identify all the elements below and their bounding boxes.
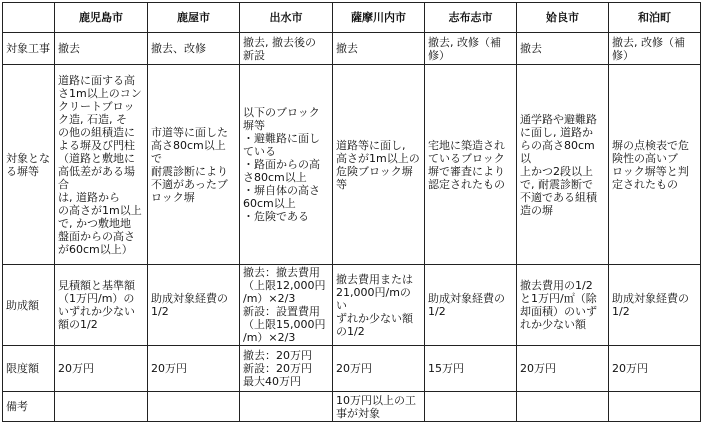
table-cell: 撤去費用または 21,000円/mのい ずれか少ない額 の1/2 — [333, 265, 425, 346]
table-cell — [517, 392, 609, 422]
column-header: 鹿児島市 — [55, 3, 148, 33]
table-cell: 撤去, 改修（補 修） — [425, 33, 517, 65]
table-cell: 撤去 — [55, 33, 148, 65]
table-cell — [148, 392, 240, 422]
row-header: 限度額 — [3, 346, 55, 392]
table-cell: 20万円 — [517, 346, 609, 392]
column-header: 志布志市 — [425, 3, 517, 33]
row-header: 備考 — [3, 392, 55, 422]
table-row — [3, 346, 701, 392]
row-header: 対象とな る塀等 — [3, 65, 55, 265]
table-cell: 撤去, 撤去後の 新設 — [240, 33, 333, 65]
table-cell: 通学路や避難路 に面し, 道路か らの高さ80cm以 上かつ2段以上 で, 耐震診断で 不適である組積 造の塀 — [517, 65, 609, 265]
table-cell: 撤去、改修 — [148, 33, 240, 65]
corner-cell — [3, 3, 55, 33]
table-cell: 20万円 — [333, 346, 425, 392]
subsidy-comparison-table — [2, 2, 701, 422]
table-cell: 撤去, 改修（補修） — [609, 33, 701, 65]
table-cell: 撤去：20万円 新設：20万円 最大40万円 — [240, 346, 333, 392]
table-cell: 以下のブロック 塀等 ・避難路に面し ている ・路面からの高 さ80cm以上 ・塀自体の高さ 60cm以上 ・危険である — [240, 65, 333, 265]
table-cell: 宅地に築造され ているブロック 塀で審査により 認定されたもの — [425, 65, 517, 265]
row-header: 対象工事 — [3, 33, 55, 65]
table-row — [3, 265, 701, 346]
table-cell: 助成対象経費の 1/2 — [425, 265, 517, 346]
table-cell: 助成対象経費の 1/2 — [148, 265, 240, 346]
table-cell: 10万円以上の工 事が対象 — [333, 392, 425, 422]
table-cell — [55, 392, 148, 422]
table-cell: 塀の点検表で危 険性の高いブ ロック塀等と判 定されたもの — [609, 65, 701, 265]
table-cell: 撤去費用の1/2 と1万円/㎡（除 却面積）のいず れか少ない額 — [517, 265, 609, 346]
column-header: 薩摩川内市 — [333, 3, 425, 33]
table-cell: 道路に面する高 さ1m以上のコン クリートブロッ ク造, 石造, そ の他の組積造に よる塀及び門柱 （道路と敷地に 高低差がある場合 は, 道路から の高さが1m以上 で, かつ敷地地 盤面からの高さ が60cm以上） — [55, 65, 148, 265]
column-header: 姶良市 — [517, 3, 609, 33]
table-cell: 20万円 — [148, 346, 240, 392]
table-cell: 15万円 — [425, 346, 517, 392]
table-cell: 撤去 — [333, 33, 425, 65]
table-cell: 見積額と基準額 （1万円/m）の いずれか少ない 額の1/2 — [55, 265, 148, 346]
column-header: 鹿屋市 — [148, 3, 240, 33]
table-cell: 市道等に面した 高さ80cm以上で 耐震診断により 不適があったブ ロック塀 — [148, 65, 240, 265]
column-header: 出水市 — [240, 3, 333, 33]
table-cell — [609, 392, 701, 422]
table-cell: 20万円 — [55, 346, 148, 392]
table-row — [3, 65, 701, 265]
table-row — [3, 392, 701, 422]
column-header: 和泊町 — [609, 3, 701, 33]
table-cell — [425, 392, 517, 422]
table-cell: 道路等に面し, 高さが1m以上の 危険ブロック塀 等 — [333, 65, 425, 265]
table-cell: 撤去：撤去費用 （上限12,000円 /m）×2/3 新設：設置費用 （上限15,000円 /m）×2/3 — [240, 265, 333, 346]
table-cell: 20万円 — [609, 346, 701, 392]
table-row — [3, 33, 701, 65]
header-row — [3, 3, 701, 33]
table-cell: 撤去 — [517, 33, 609, 65]
table-cell: 助成対象経費の 1/2 — [609, 265, 701, 346]
table-cell — [240, 392, 333, 422]
row-header: 助成額 — [3, 265, 55, 346]
